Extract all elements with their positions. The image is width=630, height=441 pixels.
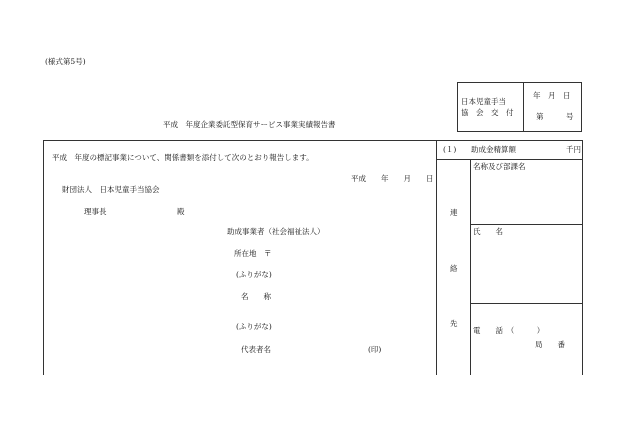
table-left-border	[43, 140, 44, 375]
issuance-stamp-box	[457, 82, 582, 132]
amount-label: 助成金精算額	[471, 145, 516, 154]
person-name-label: 氏 名	[473, 227, 503, 236]
representative-label: 代表者名	[241, 345, 271, 354]
furigana-label-1: (ふりがな)	[236, 270, 272, 279]
addressee-title: 理事長	[84, 207, 107, 216]
table-right-border	[582, 140, 583, 375]
addressee-honorific: 殿	[177, 207, 185, 216]
amount-number: (１)	[443, 145, 457, 154]
org-dept-label: 名称及び部課名	[473, 162, 526, 171]
org-dept-row-bottom	[470, 224, 583, 225]
seal-label: (印)	[368, 345, 382, 354]
phone-label: 電 話 （ ）	[473, 326, 545, 335]
extension-label: 局 番	[535, 340, 565, 349]
issue-number-label: 第 号	[536, 112, 574, 121]
contact-char-1: 連	[450, 208, 458, 217]
contact-char-3: 先	[450, 319, 458, 328]
issuer-line-1: 日本児童手当	[461, 97, 506, 106]
contact-char-2: 絡	[450, 264, 458, 273]
address-label: 所在地 〒	[234, 249, 272, 258]
furigana-label-2: (ふりがな)	[236, 322, 272, 331]
issuer-line-2: 協 会 交 付	[461, 108, 514, 117]
panel-divider	[436, 140, 437, 375]
report-date-line: 平成 年 月 日	[351, 174, 434, 183]
person-name-row-bottom	[470, 303, 583, 304]
table-top-border	[43, 140, 583, 141]
addressee-org: 財団法人 日本児童手当協会	[62, 185, 160, 194]
amount-unit: 千円	[566, 145, 581, 154]
form-number: (様式第5号)	[45, 57, 86, 66]
contact-column-divider	[470, 159, 471, 375]
applicant-header: 助成事業者（社会福祉法人）	[227, 227, 325, 236]
name-label: 名 称	[241, 292, 271, 301]
report-intro: 平成 年度の標記事業について、関係書類を添付して次のとおり報告します。	[52, 153, 314, 162]
stamp-box-divider	[523, 82, 524, 132]
issue-date-label: 年 月 日	[533, 91, 571, 100]
amount-row-bottom	[436, 159, 583, 160]
page-title: 平成 年度企業委託型保育サービス事業実績報告書	[163, 120, 336, 129]
